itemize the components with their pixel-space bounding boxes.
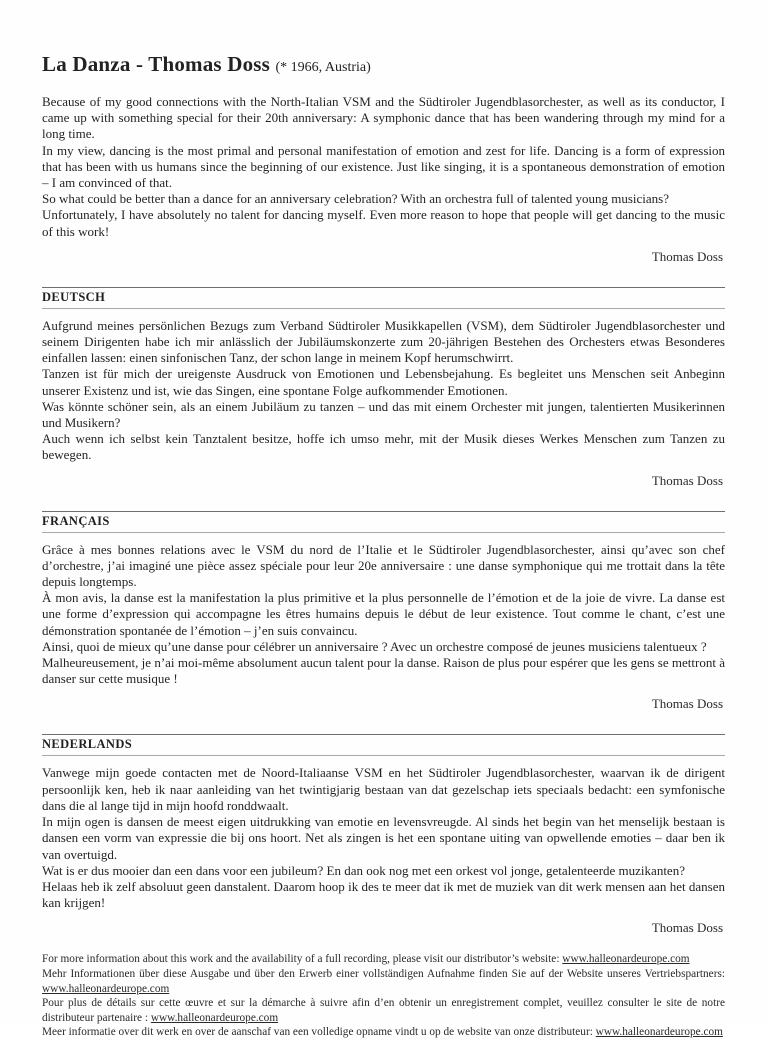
- footer-note-text: Pour plus de détails sur cette œuvre et sur la démarche à suivre afin d’en obtenir un enregistrement complet, veuillez consulter le site de notre distributeur partenaire :: [42, 997, 725, 1024]
- distributor-link[interactable]: www.halleonardeurope.com: [150, 1011, 279, 1024]
- footer-note-text: For more information about this work and the availability of a full recording, please visit our distributor’s website:: [42, 953, 563, 966]
- paragraph: Wat is er dus mooier dan een dans voor een jubileum? En dan ook nog met een orkest vol jonge, getalenteerde muzikanten?: [42, 862, 685, 878]
- paragraph: Ainsi, quoi de mieux qu’une danse pour célébrer un anniversaire ? Avec un orchestre composé de jeunes musiciens talentueux ?: [42, 638, 707, 654]
- composer-signature: Thomas Doss: [651, 248, 723, 264]
- section-francais: [42, 511, 725, 713]
- paragraph: Vanwege mijn goede contacten met de Noord-Italiaanse VSM en het Südtiroler Jugendblasorchester, waarvan ik de dirigent persoonlijk ken, heb ik naar aanleiding van het twintigjarig bestaan van dat gezelschap iets speciaals bedacht: een symfonische dans die al lange tijd in mijn hoofd ronddwaalt.: [42, 765, 725, 813]
- paragraph: Auch wenn ich selbst kein Tanztalent besitze, hoffe ich umso mehr, mit der Musik dieses Werkes Menschen zum Tanzen zu bewegen.: [42, 431, 725, 463]
- paragraph: Unfortunately, I have absolutely no talent for dancing myself. Even more reason to hope that people will get dancing to the music of this work!: [42, 207, 725, 239]
- paragraph: À mon avis, la danse est la manifestation la plus primitive et la plus personnelle de l’émotion et de la joie de vivre. La danse est une forme d’expression qui accompagne les êtres humains depuis le début de leur existence. Tout comme le chant, c’est une démonstration spontanée de l’émotion – j’en suis convaincu.: [42, 590, 725, 638]
- paragraph: Grâce à mes bonnes relations avec le VSM du nord de l’Italie et le Südtiroler Jugendblasorchester, ainsi qu’avec son chef d’orchestre, j’ai imaginé une pièce assez spéciale pour leur 20e anniversaire : une danse symphonique qui me trottait dans la tête depuis longtemps.: [42, 541, 725, 590]
- footer-note-nl: [42, 1025, 725, 1040]
- distributor-link[interactable]: www.halleonardeurope.com: [42, 982, 170, 995]
- work-title: La Danza - Thomas Doss: [42, 52, 271, 76]
- footer-note-en: [42, 952, 725, 967]
- paragraph: In my view, dancing is the most primal and personal manifestation of emotion and zest for life. Dancing is a form of expression that has been with us humans since the beginning of our existence. Just like singing, it is a spontaneous demonstration of emotion – I am convinced of that.: [42, 142, 725, 191]
- composer-signature: Thomas Doss: [651, 920, 723, 936]
- paragraph: Was könnte schöner sein, als an einem Jubiläum zu tanzen – und das mit einem Orchester mit jungen, talentierten Musikerinnen und Musikern?: [42, 398, 725, 431]
- section-english: [42, 94, 725, 265]
- section-header-deutsch: DEUTSCH: [42, 287, 725, 309]
- composer-signature: Thomas Doss: [651, 472, 723, 488]
- paragraph: Because of my good connections with the North-Italian VSM and the Südtiroler Jugendblasorchester, as well as its conductor, I came up with something special for their 20th anniversary: A symphonic dance that has been wandering through my mind for a long time.: [42, 94, 725, 142]
- paragraph: Tanzen ist für mich der ureigenste Ausdruck von Emotionen und Lebensbejahung. Es begleitet uns Menschen seit Anbeginn unserer Existenz und ist, wie das Singen, eine spontane Folge aufkommender Emotionen.: [42, 366, 725, 398]
- footer: [42, 952, 725, 1040]
- composer-birth-info: (* 1966, Austria): [275, 60, 371, 75]
- distributor-link[interactable]: www.halleonardeurope.com: [562, 953, 690, 966]
- paragraph: Aufgrund meines persönlichen Bezugs zum Verband Südtiroler Musikkapellen (VSM), dem Südtiroler Jugendblasorchester und seinem Dirigenten habe ich mir anlässlich der Jubiläumskonzerte zum 20-jährigen Bestehen des Orchesters etwas Besonderes einfallen lassen: einen sinfonischen Tanz, der schon lange in meinem Kopf herumschwirrt.: [42, 317, 725, 366]
- footer-note-text: Meer informatie over dit werk en over de aanschaf van een volledige opname vindt u op de website van onze distributeur:: [42, 1026, 596, 1039]
- section-header-francais: FRANÇAIS: [42, 511, 725, 533]
- footer-note-text: Mehr Informationen über diese Ausgabe und über den Erwerb einer vollständigen Aufnahme finden Sie auf der Website unseres Vertriebspartners:: [42, 967, 725, 980]
- footer-note-de: [42, 967, 725, 996]
- paragraph: So what could be better than a dance for an anniversary celebration? With an orchestra full of talented young musicians?: [42, 191, 669, 207]
- page-title: [42, 52, 725, 80]
- distributor-link[interactable]: www.halleonardeurope.com: [595, 1026, 723, 1039]
- paragraph: Helaas heb ik zelf absoluut geen danstalent. Daarom hoop ik des te meer dat ik met de muziek van dit werk mensen aan het dansen kan krijgen!: [42, 878, 725, 911]
- paragraph: In mijn ogen is dansen de meest eigen uitdrukking van emotie en levensvreugde. Al sinds het begin van het menselijk bestaan is dansen een vorm van expressie die bij ons hoort. Net als zingen is het een spontane uiting van opwellende emoties – daar ben ik van overtuigd.: [42, 814, 725, 862]
- paragraph: Malheureusement, je n’ai moi-même absolument aucun talent pour la danse. Raison de plus pour espérer que les gens se mettront à danser sur cette musique !: [42, 655, 725, 687]
- footer-note-fr: [42, 996, 725, 1025]
- composer-signature: Thomas Doss: [651, 696, 723, 712]
- section-header-nederlands: NEDERLANDS: [42, 734, 725, 756]
- section-nederlands: [42, 734, 725, 936]
- section-deutsch: [42, 287, 725, 489]
